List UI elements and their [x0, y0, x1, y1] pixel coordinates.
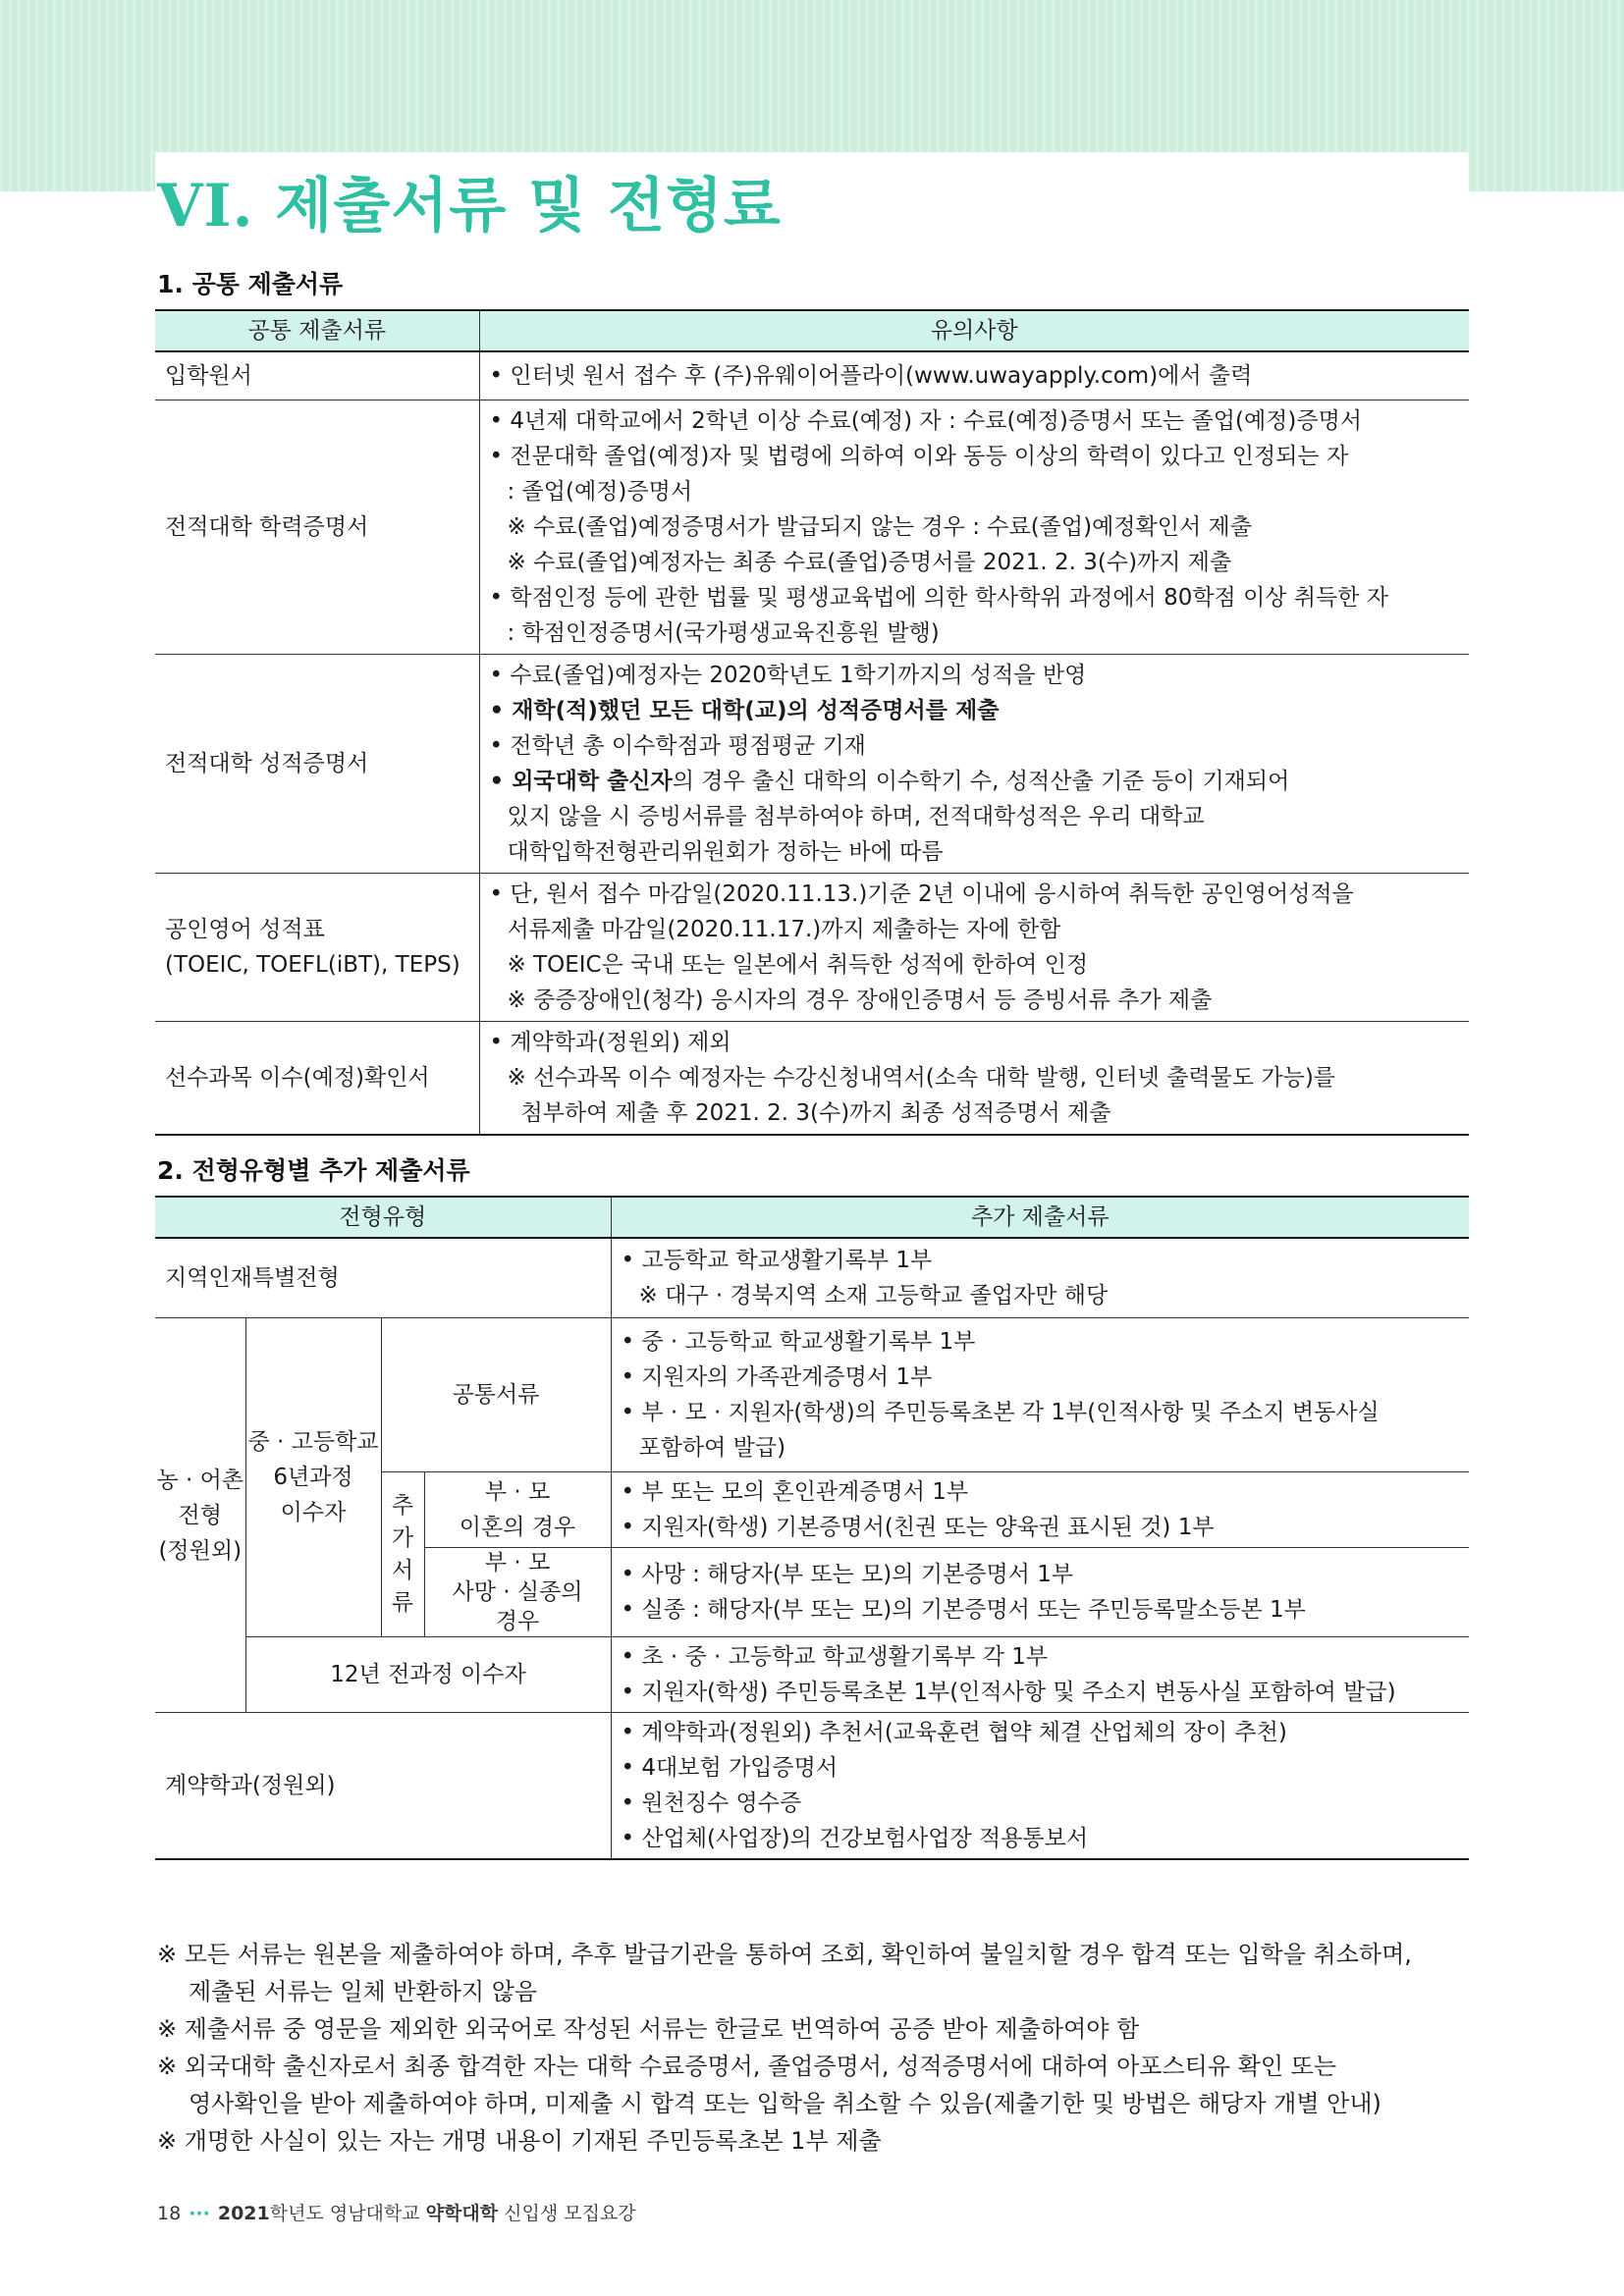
table-row	[155, 1637, 1469, 1713]
doc-cell: 선수과목 이수(예정)확인서	[155, 1022, 479, 1136]
footnote-line: ※ 제출서류 중 영문을 제외한 외국어로 작성된 서류는 한글로 번역하여 공증 받아 제출하여야 함	[157, 2015, 1140, 2043]
doc-line: 공인영어 성적표	[165, 917, 325, 942]
docs-cell	[611, 1238, 1469, 1318]
note-line: • 원천징수 영수증	[621, 1790, 802, 1816]
type-line: 경우	[495, 1609, 540, 1634]
page-number: 18	[157, 2203, 182, 2224]
note-line	[490, 764, 1460, 799]
note-cell	[479, 400, 1469, 655]
note-line: • 초 · 중 · 고등학교 학교생활기록부 각 1부	[621, 1644, 1049, 1670]
note-line: ※ 수료(졸업)예정증명서가 발급되지 않는 경우 : 수료(졸업)예정확인서 제출	[507, 514, 1252, 540]
note-line: • 수료(졸업)예정자는 2020학년도 1학기까지의 성적을 반영	[489, 663, 1087, 688]
page-title: VI. 제출서류 및 전형료	[157, 172, 782, 240]
note-line: • 전학년 총 이수학점과 평점평균 기재	[489, 733, 866, 759]
note-line: • 학점인정 등에 관한 법률 및 평생교육법에 의한 학사학위 과정에서 80학점 이상 취득한 자	[489, 585, 1389, 611]
docs-cell	[611, 1548, 1469, 1637]
doc-cell: 전적대학 학력증명서	[155, 400, 479, 655]
note-line: • 인터넷 원서 접수 후 (주)유웨이어플라이(www.uwayapply.com)에서 출력	[489, 363, 1253, 389]
common-documents-table	[155, 309, 1469, 1136]
note-line: • 산업체(사업장)의 건강보험사업장 적용통보서	[621, 1826, 1089, 1851]
note-line: • 실종 : 해당자(부 또는 모)의 기본증명서 또는 주민등록말소등본 1부	[621, 1597, 1306, 1623]
type-cell: 지역인재특별전형	[155, 1238, 611, 1318]
docs-cell	[611, 1472, 1469, 1548]
extra-docs-label	[381, 1472, 424, 1637]
docs-cell	[611, 1637, 1469, 1713]
table-row	[155, 400, 1469, 655]
note-line: • 단, 원서 접수 마감일(2020.11.13.)기준 2년 이내에 응시하여 취득한 공인영어성적을	[489, 881, 1354, 907]
note-cell	[479, 351, 1469, 400]
note-line: 첨부하여 제출 후 2021. 2. 3(수)까지 최종 성적증명서 제출	[520, 1100, 1111, 1126]
type-line: 농 · 어촌	[156, 1467, 244, 1493]
doc-cell: 전적대학 성적증명서	[155, 655, 479, 874]
section2-heading: 2. 전형유형별 추가 제출서류	[157, 1156, 470, 1185]
note-line: • 지원자의 가족관계증명서 1부	[621, 1364, 933, 1390]
note-line: • 지원자(학생) 주민등록초본 1부(인적사항 및 주소지 변동사실 포함하여 발급)	[621, 1680, 1396, 1705]
note-line: 포함하여 발급)	[638, 1435, 786, 1461]
note-line: : 졸업(예정)증명서	[507, 479, 693, 505]
twelve-year-label: 12년 전과정 이수자	[245, 1637, 611, 1713]
note-line: • 지원자(학생) 기본증명서(친권 또는 양육권 표시된 것) 1부	[621, 1515, 1215, 1540]
note-line: ※ 수료(졸업)예정자는 최종 수료(졸업)증명서를 2021. 2. 3(수)까지 제출	[507, 550, 1232, 575]
docs-cell	[611, 1318, 1469, 1472]
note-cell	[479, 1022, 1469, 1136]
type-cell: 계약학과(정원외)	[155, 1713, 611, 1860]
table-row	[155, 655, 1469, 874]
note-line: • 부 · 모 · 지원자(학생)의 주민등록초본 각 1부(인적사항 및 주소지 변동사실	[621, 1400, 1380, 1425]
docs-cell	[611, 1713, 1469, 1860]
type-line: 전형	[178, 1502, 222, 1528]
table-row	[155, 1318, 1469, 1472]
note-line: 서류제출 마감일(2020.11.17.)까지 제출하는 자에 한함	[507, 917, 1061, 942]
table-header-row	[155, 310, 1469, 351]
type-line: 부 · 모	[484, 1479, 551, 1505]
type-line: 이혼의 경우	[459, 1515, 576, 1540]
note-line: • 중 · 고등학교 학교생활기록부 1부	[621, 1329, 976, 1355]
footnote-line: ※ 외국대학 출신자로서 최종 합격한 자는 대학 수료증명서, 졸업증명서, 성적증명서에 대하여 아포스티유 확인 또는	[157, 2053, 1337, 2080]
footer-year: 2021	[217, 2203, 270, 2224]
note-text: 의 경우 출신 대학의 이수학기 수, 성적산출 기준 등이 기재되어	[672, 769, 1290, 794]
table-row	[155, 1238, 1469, 1318]
footnote-line: ※ 모든 서류는 원본을 제출하여야 하며, 추후 발급기관을 통하여 조회, 확인하여 불일치할 경우 합격 또는 입학을 취소하며,	[157, 1941, 1412, 1968]
section1-heading: 1. 공통 제출서류	[157, 270, 344, 298]
footnote-line: 영사확인을 받아 제출하여야 하며, 미제출 시 합격 또는 입학을 취소할 수 있음(제출기한 및 방법은 해당자 개별 안내)	[189, 2090, 1381, 2117]
note-line: ※ 선수과목 이수 예정자는 수강신청내역서(소속 대학 발행, 인터넷 출력물도 가능)를	[507, 1065, 1336, 1091]
note-line: • 전문대학 졸업(예정)자 및 법령에 의하여 이와 동등 이상의 학력이 있다고 인정되는 자	[489, 444, 1349, 469]
note-bold: • 외국대학 출신자	[489, 769, 673, 794]
col-header-doc: 공통 제출서류	[155, 310, 479, 351]
doc-cell: 입학원서	[155, 351, 479, 400]
note-line: : 학점인정증명서(국가평생교육진흥원 발행)	[507, 620, 940, 646]
note-line: 대학입학전형관리위원회가 정하는 바에 따름	[507, 839, 944, 865]
note-bold: • 재학(적)했던 모든 대학(교)의 성적증명서를 제출	[489, 698, 1000, 723]
note-cell	[479, 874, 1469, 1022]
col-header-type: 전형유형	[155, 1197, 611, 1238]
note-line: • 4년제 대학교에서 2학년 이상 수료(예정) 자 : 수료(예정)증명서 또는 졸업(예정)증명서	[489, 408, 1363, 434]
table-row	[155, 351, 1469, 400]
rural-type-cell	[155, 1318, 245, 1713]
doc-cell	[155, 874, 479, 1022]
note-line: • 계약학과(정원외) 제외	[489, 1030, 731, 1055]
type-line: 부 · 모	[484, 1550, 551, 1575]
table-row	[155, 1713, 1469, 1860]
type-line: 사망 · 실종의	[452, 1579, 583, 1605]
doc-line: (TOEIC, TOEFL(iBT), TEPS)	[165, 952, 460, 978]
footer-dots: ···	[189, 2203, 210, 2224]
footer-text: 신입생 모집요강	[498, 2203, 636, 2224]
note-line: • 4대보험 가입증명서	[621, 1755, 839, 1781]
note-line: • 고등학교 학교생활기록부 1부	[621, 1248, 933, 1273]
note-line: ※ 대구 · 경북지역 소재 고등학교 졸업자만 해당	[638, 1283, 1109, 1308]
type-line: 6년과정	[273, 1465, 353, 1490]
table-header-row	[155, 1197, 1469, 1238]
col-header-docs: 추가 제출서류	[611, 1197, 1469, 1238]
divorce-label	[424, 1472, 611, 1548]
note-cell	[479, 655, 1469, 874]
type-line: (정원외)	[158, 1537, 243, 1564]
note-line: ※ TOEIC은 국내 또는 일본에서 취득한 성적에 한하여 인정	[507, 952, 1089, 978]
note-line: • 부 또는 모의 혼인관계증명서 1부	[621, 1479, 969, 1505]
footer-college: 약학대학	[425, 2203, 499, 2224]
vertical-char: 추	[391, 1492, 414, 1519]
page-footer	[157, 2199, 636, 2225]
footnote-line: 제출된 서류는 일체 반환하지 않음	[189, 1978, 538, 2005]
type-line: 이수자	[280, 1500, 347, 1525]
note-line: • 사망 : 해당자(부 또는 모)의 기본증명서 1부	[621, 1562, 1074, 1587]
table-row	[155, 874, 1469, 1022]
vertical-char: 가	[391, 1524, 414, 1551]
note-line: • 계약학과(정원외) 추천서(교육훈련 협약 체결 산업체의 장이 추천)	[621, 1720, 1287, 1745]
note-line	[490, 693, 1460, 728]
note-line: ※ 중증장애인(청각) 응시자의 경우 장애인증명서 등 증빙서류 추가 제출	[507, 988, 1213, 1013]
common-docs-label: 공통서류	[381, 1318, 611, 1472]
additional-documents-table	[155, 1196, 1469, 1860]
vertical-char: 서	[391, 1557, 414, 1583]
vertical-char: 류	[391, 1589, 414, 1616]
footnotes	[157, 1936, 1463, 2160]
footer-text: 학년도 영남대학교	[269, 2203, 426, 2224]
type-line: 중 · 고등학교	[247, 1429, 379, 1455]
death-label	[424, 1548, 611, 1637]
six-year-cell	[245, 1318, 381, 1637]
table-row	[155, 1022, 1469, 1136]
footnote-line: ※ 개명한 사실이 있는 자는 개명 내용이 기재된 주민등록초본 1부 제출	[157, 2127, 882, 2155]
note-line: 있지 않을 시 증빙서류를 첨부하여야 하며, 전적대학성적은 우리 대학교	[507, 804, 1205, 829]
col-header-note: 유의사항	[479, 310, 1469, 351]
